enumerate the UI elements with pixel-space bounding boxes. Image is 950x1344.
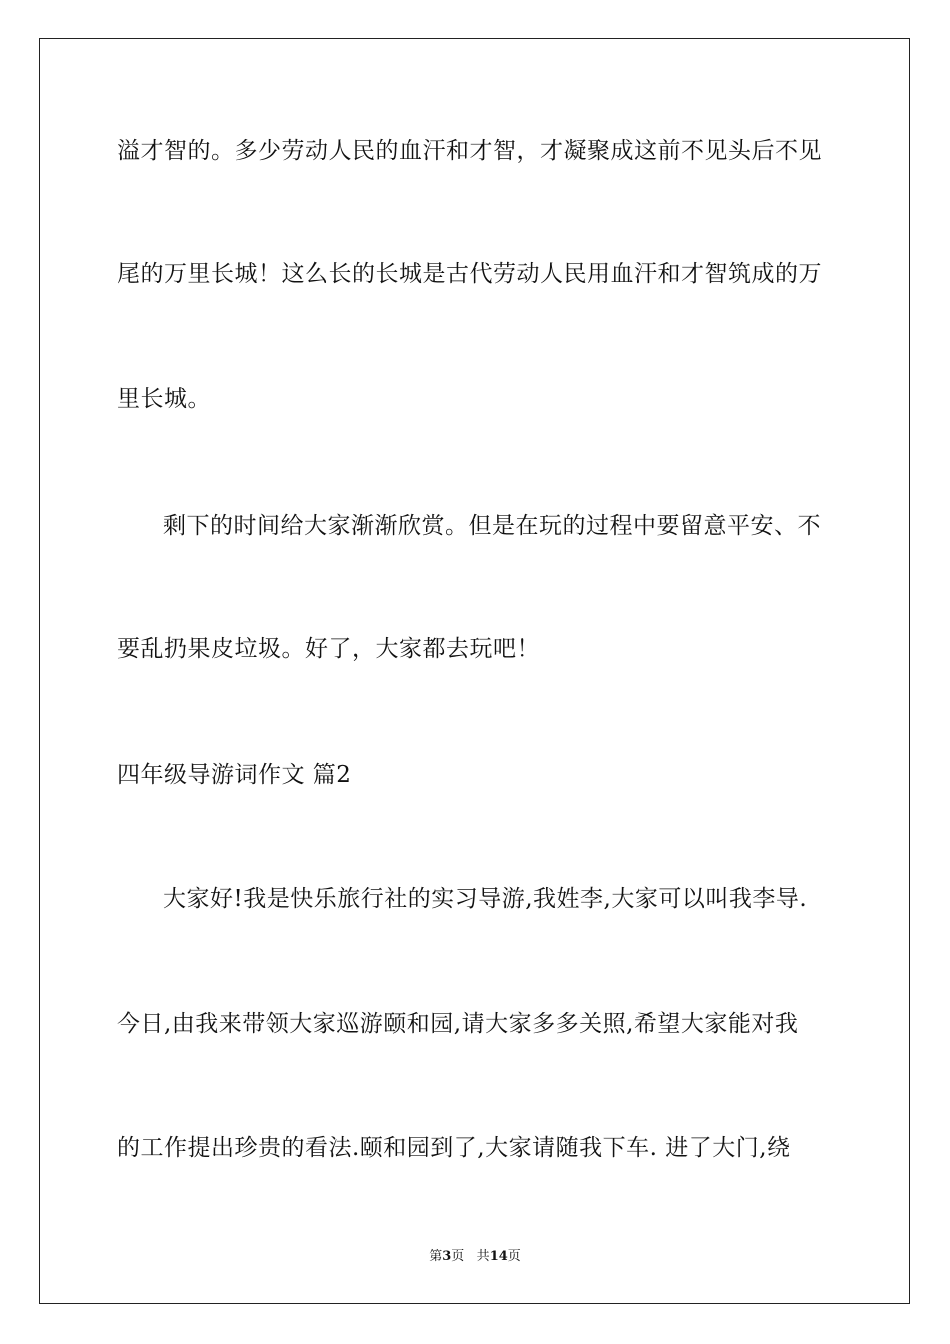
- body-line-7: 今日,由我来带领大家巡游颐和园,请大家多多关照,希望大家能对我: [117, 1011, 799, 1037]
- body-line-2: 尾的万里长城！这么长的长城是古代劳动人民用血汗和才智筑成的万: [117, 261, 822, 287]
- section-heading: 四年级导游词作文 篇2: [117, 762, 352, 788]
- body-line-5: 要乱扔果皮垃圾。好了，大家都去玩吧！: [117, 636, 540, 662]
- body-line-3: 里长城。: [117, 386, 211, 412]
- footer-total-suffix: 页: [507, 1249, 521, 1264]
- footer-total-pages: 14: [489, 1249, 508, 1264]
- footer-page-suffix: 页: [451, 1249, 465, 1264]
- page-footer: [0, 1248, 950, 1266]
- page-border: [39, 38, 910, 1304]
- body-line-1: 溢才智的。多少劳动人民的血汗和才智，才凝聚成这前不见头后不见: [117, 138, 822, 164]
- footer-prefix: 第: [429, 1249, 443, 1264]
- footer-current-page: 3: [442, 1249, 452, 1264]
- body-line-8: 的工作提出珍贵的看法.颐和园到了,大家请随我下车. 进了大门,绕: [117, 1135, 791, 1161]
- body-line-6: 大家好!我是快乐旅行社的实习导游,我姓李,大家可以叫我李导.: [163, 886, 808, 912]
- footer-total-prefix: 共: [476, 1249, 490, 1264]
- body-line-4: 剩下的时间给大家渐渐欣赏。但是在玩的过程中要留意平安、不: [163, 513, 821, 539]
